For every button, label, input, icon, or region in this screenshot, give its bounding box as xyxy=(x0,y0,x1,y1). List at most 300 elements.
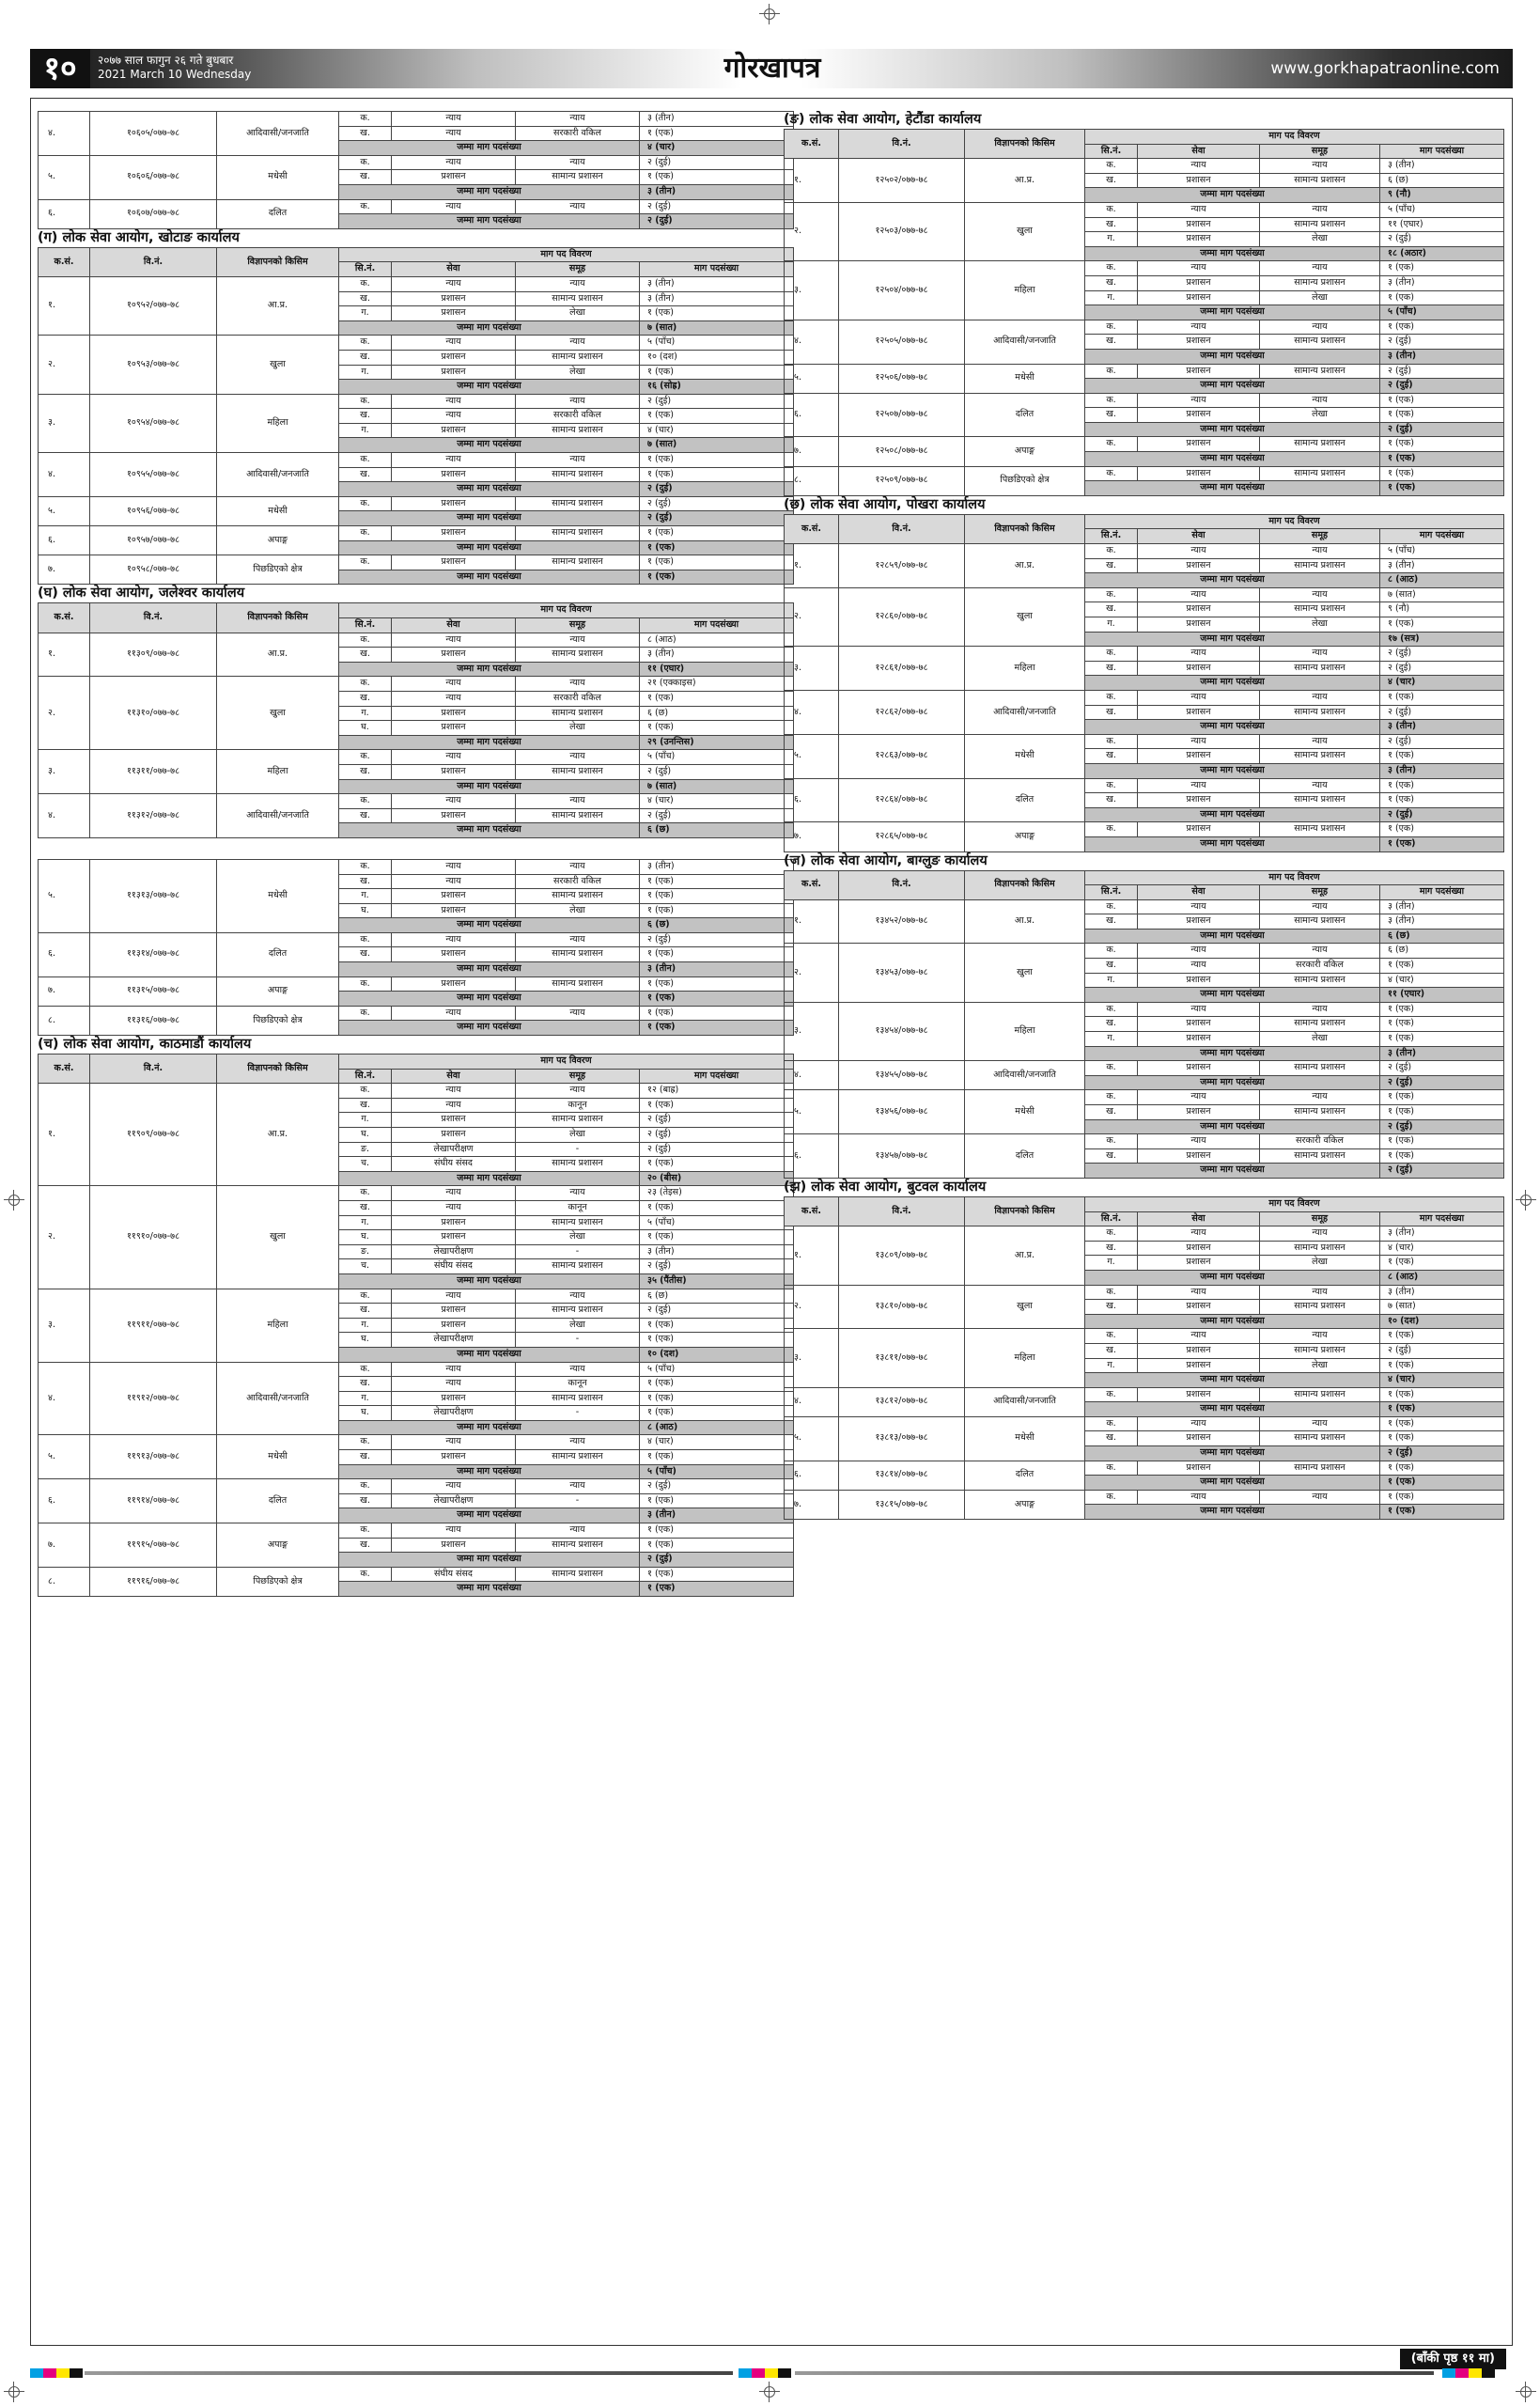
advertisement-type: आदिवासी/जनजाति xyxy=(217,1362,339,1435)
sub-serial: ख. xyxy=(1085,558,1138,573)
advertisement-type: खुला xyxy=(217,677,339,750)
col-header-detail: माग पद विवरण xyxy=(1085,1196,1504,1211)
group: सामान्य प्रशासन xyxy=(516,1113,640,1128)
total-count: १० (दश) xyxy=(640,1347,794,1362)
post-count: १ (एक) xyxy=(640,976,794,992)
group: न्याय xyxy=(516,1479,640,1494)
advertisement-number: १२८६२/०७७-७८ xyxy=(839,690,965,734)
group: सामान्य प्रशासन xyxy=(516,1567,640,1582)
advertisement-type: महिला xyxy=(217,1289,339,1362)
total-label: जम्मा माग पदसंख्या xyxy=(1085,836,1380,851)
advertisement-number: १२५०४/०७७-७८ xyxy=(839,261,965,320)
post-count: ३ (तीन) xyxy=(1380,275,1504,290)
advertisement-type: मधेसी xyxy=(217,496,339,525)
group: कानून xyxy=(516,1098,640,1113)
group: सामान्य प्रशासन xyxy=(1260,705,1380,720)
table-row xyxy=(39,155,794,170)
group: न्याय xyxy=(516,633,640,648)
advertisement-number: १०६०७/०७७-७८ xyxy=(90,199,217,228)
service: प्रशासन xyxy=(392,976,516,992)
group: सामान्य प्रशासन xyxy=(1260,973,1380,988)
post-count: ३ (तीन) xyxy=(1380,1226,1504,1242)
serial-number: १. xyxy=(785,159,839,203)
table-row xyxy=(39,1435,794,1450)
serial-number: ४. xyxy=(785,1061,839,1090)
group: सामान्य प्रशासन xyxy=(516,976,640,992)
serial-number: ७. xyxy=(39,976,90,1006)
service: न्याय xyxy=(1138,1329,1260,1344)
website-link[interactable]: www.gorkhapatraonline.com xyxy=(1270,59,1500,78)
group: सरकारी वकिल xyxy=(516,691,640,706)
service: प्रशासन xyxy=(1138,1032,1260,1047)
service: न्याय xyxy=(392,453,516,468)
total-label: जम्मा माग पदसंख्या xyxy=(339,438,640,453)
col-header-detail: माग पद विवरण xyxy=(339,603,794,618)
office-section xyxy=(784,1179,1503,1520)
service: प्रशासन xyxy=(392,808,516,823)
service: प्रशासन xyxy=(392,1215,516,1230)
sub-serial: क. xyxy=(1085,690,1138,705)
advertisement-type: दलित xyxy=(965,1134,1085,1179)
group: सामान्य प्रशासन xyxy=(1260,466,1380,481)
table-row xyxy=(785,393,1504,408)
sub-serial: क. xyxy=(1085,364,1138,379)
advertisement-type: महिला xyxy=(965,647,1085,691)
col-header-type: विज्ञापनको किसिम xyxy=(965,870,1085,899)
table-row xyxy=(39,750,794,765)
sub-serial: ख. xyxy=(339,350,392,365)
col-header-count: माग पदसंख्या xyxy=(1380,529,1504,544)
post-count: १ (एक) xyxy=(640,947,794,962)
serial-number: २. xyxy=(39,677,90,750)
vacancy-table xyxy=(784,870,1504,1179)
service: न्याय xyxy=(392,336,516,351)
group: लेखा xyxy=(1260,1358,1380,1373)
serial-number: ३. xyxy=(39,750,90,794)
service: प्रशासन xyxy=(392,555,516,570)
service: प्रशासन xyxy=(392,365,516,380)
table-row xyxy=(785,261,1504,276)
col-header-group: समूह xyxy=(516,1069,640,1084)
color-strip-left xyxy=(30,2368,83,2378)
sub-serial: क. xyxy=(1085,587,1138,602)
total-count: २ (दुई) xyxy=(1380,807,1504,822)
sub-serial: ग. xyxy=(1085,290,1138,305)
total-label: जम्मा माग पदसंख्या xyxy=(1085,246,1380,261)
table-row xyxy=(785,1461,1504,1476)
advertisement-type: दलित xyxy=(217,932,339,976)
serial-number: ६. xyxy=(39,199,90,228)
group: न्याय xyxy=(1260,320,1380,335)
post-count: १ (एक) xyxy=(640,691,794,706)
group: न्याय xyxy=(1260,1226,1380,1242)
service: न्याय xyxy=(1138,159,1260,174)
col-header-subsn: सि.नं. xyxy=(1085,144,1138,159)
group: सामान्य प्रशासन xyxy=(516,1215,640,1230)
col-header-type: विज्ञापनको किसिम xyxy=(965,1196,1085,1226)
group: लेखा xyxy=(1260,1256,1380,1271)
service: न्याय xyxy=(392,112,516,127)
total-label: जम्मा माग पदसंख्या xyxy=(339,1553,640,1568)
service: प्रशासन xyxy=(1138,1343,1260,1358)
post-count: १ (एक) xyxy=(1380,1017,1504,1032)
advertisement-type: दलित xyxy=(217,1479,339,1523)
group: न्याय xyxy=(516,1523,640,1539)
total-count: २ (दुई) xyxy=(640,214,794,229)
post-count: १ (एक) xyxy=(640,1333,794,1348)
group: सामान्य प्रशासन xyxy=(516,423,640,438)
advertisement-number: ११३१०/०७७-७८ xyxy=(90,677,217,750)
sub-serial: क. xyxy=(1085,320,1138,335)
office-section xyxy=(38,585,765,838)
total-count: ४ (चार) xyxy=(1380,1373,1504,1388)
total-label: जम्मा माग पदसंख्या xyxy=(1085,481,1380,496)
sub-serial: क. xyxy=(339,794,392,809)
yellow-swatch xyxy=(1469,2368,1482,2378)
post-count: ३ (तीन) xyxy=(1380,899,1504,914)
service: प्रशासन xyxy=(1138,466,1260,481)
total-label: जम्मा माग पदसंख्या xyxy=(1085,573,1380,588)
header-row xyxy=(785,870,1504,885)
vacancy-table xyxy=(784,129,1504,496)
advertisement-type: मधेसी xyxy=(965,734,1085,778)
service: न्याय xyxy=(392,1435,516,1450)
sub-serial: ख. xyxy=(1085,959,1138,974)
group: सामान्य प्रशासन xyxy=(516,291,640,306)
advertisement-type: मधेसी xyxy=(217,859,339,932)
post-count: ५ (पाँच) xyxy=(640,750,794,765)
total-count: २० (बीस) xyxy=(640,1171,794,1186)
service: संघीय संसद xyxy=(392,1259,516,1274)
group: न्याय xyxy=(1260,944,1380,959)
group: सामान्य प्रशासन xyxy=(1260,1343,1380,1358)
advertisement-number: १२५०२/०७७-७८ xyxy=(839,159,965,203)
total-count: १ (एक) xyxy=(640,570,794,585)
col-header-type: विज्ञापनको किसिम xyxy=(965,130,1085,159)
col-header-group: समूह xyxy=(1260,885,1380,900)
sub-serial: ख. xyxy=(339,947,392,962)
post-count: १ (एक) xyxy=(1380,793,1504,808)
service: प्रशासन xyxy=(1138,1461,1260,1476)
table-row xyxy=(785,1416,1504,1431)
advertisement-number: ११९१५/०७७-७८ xyxy=(90,1523,217,1568)
left-column xyxy=(38,111,765,1597)
group: न्याय xyxy=(516,1435,640,1450)
service: प्रशासन xyxy=(392,889,516,904)
office-section xyxy=(38,1036,765,1597)
black-swatch xyxy=(778,2368,791,2378)
col-header-vn: वि.नं. xyxy=(839,514,965,543)
serial-number: २. xyxy=(785,1285,839,1329)
table-row xyxy=(785,544,1504,559)
service: न्याय xyxy=(392,691,516,706)
serial-number: ४. xyxy=(39,794,90,838)
service: लेखापरीक्षण xyxy=(392,1493,516,1508)
service: प्रशासन xyxy=(392,721,516,736)
col-header-detail: माग पद विवरण xyxy=(1085,870,1504,885)
post-count: २ (दुई) xyxy=(640,155,794,170)
service: न्याय xyxy=(1138,261,1260,276)
advertisement-number: ११९१२/०७७-७८ xyxy=(90,1362,217,1435)
col-header-service: सेवा xyxy=(1138,144,1260,159)
col-header-subsn: सि.नं. xyxy=(339,262,392,277)
total-label: जम्मा माग पदसंख्या xyxy=(339,511,640,526)
table-row xyxy=(39,526,794,541)
group: सामान्य प्रशासन xyxy=(516,555,640,570)
post-count: २३ (तेइस) xyxy=(640,1186,794,1201)
service: लेखापरीक्षण xyxy=(392,1244,516,1259)
col-header-count: माग पदसंख्या xyxy=(1380,144,1504,159)
serial-number: २. xyxy=(785,587,839,646)
sub-serial: क. xyxy=(339,1362,392,1377)
group: सामान्य प्रशासन xyxy=(1260,1387,1380,1402)
serial-number: ५. xyxy=(785,364,839,393)
vacancy-table xyxy=(38,859,794,1036)
group: न्याय xyxy=(1260,1285,1380,1300)
sub-serial: क. xyxy=(339,1186,392,1201)
group: सामान्य प्रशासन xyxy=(1260,602,1380,617)
service: न्याय xyxy=(392,859,516,874)
total-count: ३ (तीन) xyxy=(640,1508,794,1523)
advertisement-number: ११९१६/०७७-७८ xyxy=(90,1567,217,1596)
vacancy-table xyxy=(38,247,794,586)
total-count: ३ (तीन) xyxy=(1380,720,1504,735)
post-count: ३ (तीन) xyxy=(1380,159,1504,174)
group: न्याय xyxy=(1260,899,1380,914)
advertisement-number: १३८११/०७७-७८ xyxy=(839,1329,965,1387)
col-header-group: समूह xyxy=(516,618,640,633)
service: न्याय xyxy=(392,794,516,809)
sub-serial: क. xyxy=(1085,544,1138,559)
group: सामान्य प्रशासन xyxy=(1260,914,1380,930)
advertisement-type: आदिवासी/जनजाति xyxy=(217,453,339,497)
post-count: १ (एक) xyxy=(1380,408,1504,423)
total-count: २ (दुई) xyxy=(1380,379,1504,394)
sub-serial: ख. xyxy=(1085,1105,1138,1120)
footer-rule-left xyxy=(85,2371,733,2375)
post-count: १ (एक) xyxy=(640,1391,794,1406)
group: सामान्य प्रशासन xyxy=(1260,335,1380,350)
total-label: जम्मा माग पदसंख्या xyxy=(1085,1119,1380,1134)
post-count: ६ (छ) xyxy=(1380,173,1504,188)
col-header-detail: माग पद विवरण xyxy=(339,1055,794,1070)
post-count: १ (एक) xyxy=(1380,1358,1504,1373)
table-row xyxy=(785,1061,1504,1076)
advertisement-type: आ.प्र. xyxy=(965,544,1085,588)
col-header-vn: वि.नं. xyxy=(839,1196,965,1226)
service: प्रशासन xyxy=(1138,217,1260,232)
service: न्याय xyxy=(1138,647,1260,662)
sub-serial: क. xyxy=(1085,1134,1138,1149)
service: न्याय xyxy=(392,1362,516,1377)
service: न्याय xyxy=(1138,587,1260,602)
total-label: जम्मा माग पदसंख्या xyxy=(339,214,640,229)
table-row xyxy=(785,587,1504,602)
page-number: १० xyxy=(30,49,90,88)
sub-serial: क. xyxy=(339,1084,392,1099)
sub-serial: क. xyxy=(1085,822,1138,837)
advertisement-number: १३८१३/०७७-७८ xyxy=(839,1416,965,1461)
total-label: जम्मा माग पदसंख्या xyxy=(1085,1314,1380,1329)
sub-serial: ख. xyxy=(1085,1431,1138,1446)
post-count: ३ (तीन) xyxy=(1380,558,1504,573)
table-row xyxy=(39,276,794,291)
sub-serial: क. xyxy=(339,496,392,511)
sub-serial: ख. xyxy=(1085,335,1138,350)
service: प्रशासन xyxy=(392,1450,516,1465)
total-count: ३ (तीन) xyxy=(1380,1046,1504,1061)
sub-serial: क. xyxy=(1085,944,1138,959)
total-count: ६ (छ) xyxy=(1380,929,1504,944)
table-row xyxy=(39,1006,794,1021)
table-row xyxy=(785,437,1504,452)
group: - xyxy=(516,1333,640,1348)
total-label: जम्मा माग पदसंख्या xyxy=(339,1508,640,1523)
service: न्याय xyxy=(1138,959,1260,974)
advertisement-number: १३८०९/०७७-७८ xyxy=(839,1226,965,1285)
header-row xyxy=(39,603,794,618)
sub-serial: ख. xyxy=(1085,173,1138,188)
group: सामान्य प्रशासन xyxy=(1260,217,1380,232)
post-count: २ (दुई) xyxy=(1380,335,1504,350)
group: न्याय xyxy=(1260,778,1380,793)
service: प्रशासन xyxy=(1138,290,1260,305)
serial-number: ३. xyxy=(785,1002,839,1060)
color-strip-right xyxy=(1442,2368,1495,2378)
post-count: १ (एक) xyxy=(1380,437,1504,452)
sub-serial: ग. xyxy=(1085,1032,1138,1047)
registration-mark-right xyxy=(1516,1190,1536,1211)
serial-number: २. xyxy=(785,202,839,260)
service: न्याय xyxy=(392,1186,516,1201)
post-count: २ (दुई) xyxy=(640,1128,794,1143)
header-row xyxy=(39,1055,794,1070)
total-count: २ (दुई) xyxy=(640,482,794,497)
advertisement-number: १२८६५/०७७-७८ xyxy=(839,822,965,851)
cyan-swatch xyxy=(739,2368,752,2378)
advertisement-number: १०६०५/०७७-७८ xyxy=(90,112,217,156)
col-header-group: समूह xyxy=(1260,529,1380,544)
serial-number: ६. xyxy=(785,778,839,822)
group: - xyxy=(516,1493,640,1508)
post-count: १ (एक) xyxy=(640,1523,794,1539)
service: प्रशासन xyxy=(392,467,516,482)
advertisement-type: महिला xyxy=(965,1329,1085,1387)
advertisement-number: ११३११/०७७-७८ xyxy=(90,750,217,794)
service: प्रशासन xyxy=(1138,364,1260,379)
total-label: जम्मा माग पदसंख्या xyxy=(1085,1046,1380,1061)
group: लेखा xyxy=(1260,290,1380,305)
table-row xyxy=(785,466,1504,481)
serial-number: ४. xyxy=(39,1362,90,1435)
section-title: (ज) लोक सेवा आयोग, बाग्लुङ कार्यालय xyxy=(784,852,988,868)
sub-serial: ख. xyxy=(339,1450,392,1465)
advertisement-number: १३४५३/०७७-७८ xyxy=(839,944,965,1002)
total-label: जम्मा माग पदसंख्या xyxy=(1085,379,1380,394)
service: न्याय xyxy=(1138,690,1260,705)
total-count: २ (दुई) xyxy=(1380,1075,1504,1090)
group: लेखा xyxy=(516,306,640,321)
total-count: ८ (आठ) xyxy=(640,1420,794,1435)
advertisement-type: अपाङ्ग xyxy=(965,822,1085,851)
sub-serial: ख. xyxy=(339,808,392,823)
post-count: १ (एक) xyxy=(640,365,794,380)
total-count: ५ (पाँच) xyxy=(640,1464,794,1479)
total-count: १६ (सोह्र) xyxy=(640,380,794,395)
service: प्रशासन xyxy=(1138,173,1260,188)
advertisement-type: आदिवासी/जनजाति xyxy=(965,1061,1085,1090)
sub-serial: घ. xyxy=(339,903,392,918)
post-count: ६ (छ) xyxy=(640,1289,794,1304)
total-label: जम्मा माग पदसंख्या xyxy=(339,540,640,555)
sub-serial: ख. xyxy=(339,409,392,424)
service: प्रशासन xyxy=(392,648,516,663)
sub-serial: ख. xyxy=(339,1377,392,1392)
vacancy-table xyxy=(784,1196,1504,1520)
group: न्याय xyxy=(516,453,640,468)
advertisement-number: १०९५६/०७७-७८ xyxy=(90,496,217,525)
vacancy-table xyxy=(38,1054,794,1597)
serial-number: ८. xyxy=(39,1006,90,1035)
advertisement-number: १३८१५/०७७-७८ xyxy=(839,1490,965,1519)
advertisement-number: १३४५४/०७७-७८ xyxy=(839,1002,965,1060)
total-label: जम्मा माग पदसंख्या xyxy=(1085,988,1380,1003)
service: न्याय xyxy=(392,633,516,648)
serial-number: १. xyxy=(39,633,90,677)
magenta-swatch xyxy=(43,2368,56,2378)
group: सरकारी वकिल xyxy=(516,126,640,141)
serial-number: ६. xyxy=(39,1479,90,1523)
total-count: ३५ (पैंतीस) xyxy=(640,1273,794,1289)
total-label: जम्मा माग पदसंख्या xyxy=(1085,188,1380,203)
group: सामान्य प्रशासन xyxy=(516,170,640,185)
serial-number: १. xyxy=(785,544,839,588)
advertisement-type: मधेसी xyxy=(217,155,339,199)
total-count: १ (एक) xyxy=(1380,481,1504,496)
table-row xyxy=(785,159,1504,174)
advertisement-type: पिछडिएको क्षेत्र xyxy=(217,555,339,585)
table-row xyxy=(39,1084,794,1099)
service: प्रशासन xyxy=(1138,602,1260,617)
group: न्याय xyxy=(1260,690,1380,705)
group: लेखा xyxy=(1260,232,1380,247)
total-count: १ (एक) xyxy=(1380,452,1504,467)
total-count: २९ (उनन्तिस) xyxy=(640,735,794,750)
group: न्याय xyxy=(1260,587,1380,602)
sub-serial: क. xyxy=(339,976,392,992)
yellow-swatch xyxy=(765,2368,778,2378)
header-date xyxy=(98,54,251,82)
total-label: जम्मा माग पदसंख्या xyxy=(339,320,640,336)
col-header-subsn: सि.नं. xyxy=(1085,529,1138,544)
post-count: ५ (पाँच) xyxy=(640,336,794,351)
service: प्रशासन xyxy=(392,1304,516,1319)
post-count: २ (दुई) xyxy=(1380,647,1504,662)
sub-serial: ख. xyxy=(339,648,392,663)
total-label: जम्मा माग पदसंख्या xyxy=(339,1420,640,1435)
sub-serial: क. xyxy=(339,750,392,765)
vacancy-table xyxy=(38,111,794,229)
service: न्याय xyxy=(1138,1226,1260,1242)
total-count: ३ (तीन) xyxy=(1380,349,1504,364)
post-count: ४ (चार) xyxy=(1380,1241,1504,1256)
group: न्याय xyxy=(516,859,640,874)
group: सरकारी वकिल xyxy=(516,874,640,889)
sub-serial: क. xyxy=(1085,1002,1138,1017)
total-label: जम्मा माग पदसंख्या xyxy=(339,570,640,585)
col-header-subsn: सि.नं. xyxy=(1085,885,1138,900)
total-label: जम्मा माग पदसंख्या xyxy=(1085,632,1380,647)
